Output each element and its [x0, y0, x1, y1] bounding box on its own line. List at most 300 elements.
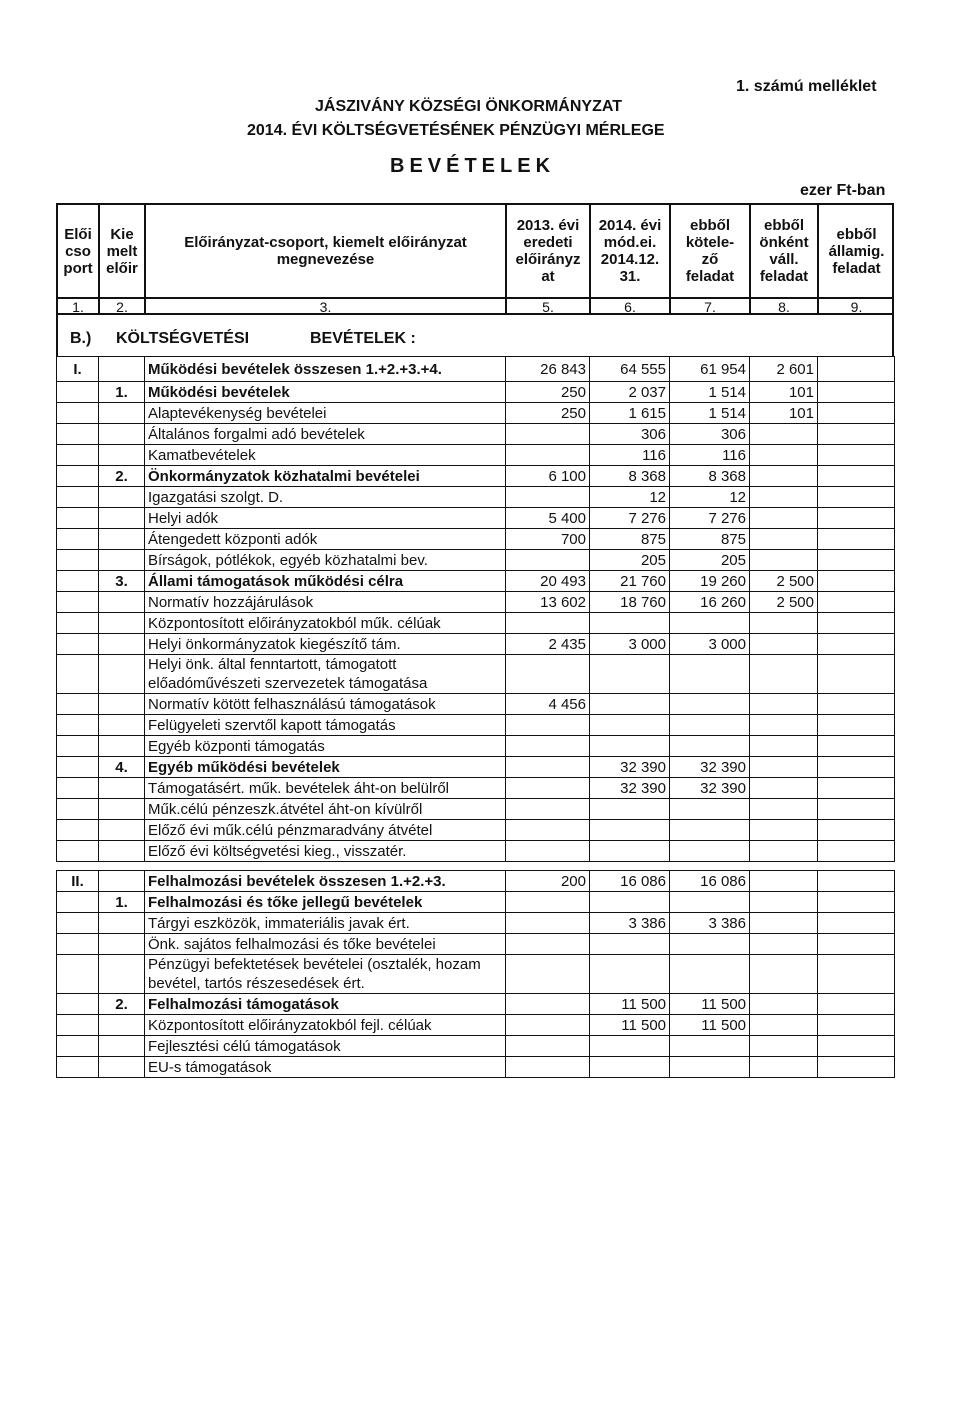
value-cell-v2013 [506, 1057, 590, 1078]
subgroup-number-cell: 4. [99, 757, 145, 778]
column-header-line: eredeti [523, 234, 573, 251]
column-header-line: ző [701, 251, 719, 268]
group-number-cell: II. [57, 871, 99, 892]
value-cell-all [818, 736, 895, 757]
value-cell-kot [670, 934, 750, 955]
value-cell-kot: 16 260 [670, 592, 750, 613]
value-cell-v2013 [506, 1015, 590, 1036]
value-cell-onk [750, 1057, 818, 1078]
column-header-8 [819, 205, 894, 297]
group-number-cell [57, 757, 99, 778]
table-row [57, 382, 895, 403]
document-title-line2: 2014. ÉVI KÖLTSÉGVETÉSÉNEK PÉNZÜGYI MÉRLEGE [247, 122, 665, 139]
group-number-cell [57, 634, 99, 655]
value-cell-all [818, 357, 895, 382]
spacer-cell [99, 862, 145, 871]
value-cell-v2013: 20 493 [506, 571, 590, 592]
subgroup-number-cell [99, 403, 145, 424]
value-cell-all [818, 508, 895, 529]
row-label-cell: Kamatbevételek [145, 445, 506, 466]
row-label-cell: Felhalmozási és tőke jellegű bevételek [145, 892, 506, 913]
value-cell-v2013 [506, 655, 590, 694]
value-cell-kot [670, 715, 750, 736]
value-cell-kot: 12 [670, 487, 750, 508]
value-cell-kot: 11 500 [670, 994, 750, 1015]
value-cell-kot [670, 841, 750, 862]
value-cell-all [818, 778, 895, 799]
subgroup-number-cell [99, 487, 145, 508]
row-label-cell: Támogatásért. műk. bevételek áht-on belülről [145, 778, 506, 799]
value-cell-v2013 [506, 736, 590, 757]
value-cell-v2013 [506, 445, 590, 466]
spacer-cell [145, 862, 506, 871]
table-row [57, 757, 895, 778]
document-title-line1: JÁSZIVÁNY KÖZSÉGI ÖNKORMÁNYZAT [315, 98, 622, 115]
group-number-cell [57, 424, 99, 445]
column-header-line: cso [65, 242, 91, 260]
column-header-line: at [541, 268, 555, 285]
value-cell-all [818, 550, 895, 571]
value-cell-all [818, 892, 895, 913]
column-header-line: 2014. évi [598, 217, 662, 234]
group-number-cell [57, 955, 99, 994]
subgroup-number-cell [99, 613, 145, 634]
column-header-3 [146, 205, 507, 297]
table-row [57, 934, 895, 955]
subgroup-number-cell [99, 1036, 145, 1057]
value-cell-v2013 [506, 778, 590, 799]
column-number-5: 6. [591, 297, 671, 315]
value-cell-onk [750, 913, 818, 934]
table-row [57, 736, 895, 757]
value-cell-v2014 [590, 694, 670, 715]
group-number-cell [57, 613, 99, 634]
column-header-line: 31. [619, 268, 641, 285]
value-cell-onk [750, 424, 818, 445]
value-cell-all [818, 424, 895, 445]
column-header-line: megnevezése [276, 251, 375, 268]
row-label-cell: Egyéb központi támogatás [145, 736, 506, 757]
subgroup-number-cell [99, 529, 145, 550]
value-cell-kot: 19 260 [670, 571, 750, 592]
row-label-cell: Működési bevételek összesen 1.+2.+3.+4. [145, 357, 506, 382]
value-cell-onk [750, 934, 818, 955]
value-cell-v2014: 32 390 [590, 757, 670, 778]
subgroup-number-cell [99, 799, 145, 820]
value-cell-v2014: 11 500 [590, 1015, 670, 1036]
column-number-3: 3. [146, 297, 507, 315]
value-cell-v2014 [590, 841, 670, 862]
value-cell-v2014: 32 390 [590, 778, 670, 799]
value-cell-kot: 11 500 [670, 1015, 750, 1036]
spacer-cell [670, 862, 750, 871]
value-cell-onk [750, 736, 818, 757]
value-cell-onk [750, 892, 818, 913]
revenue-table [56, 356, 895, 1078]
value-cell-onk [750, 1036, 818, 1057]
column-header-line: előirányz [515, 251, 581, 268]
spacer-cell [57, 862, 99, 871]
group-number-cell [57, 529, 99, 550]
group-number-cell [57, 820, 99, 841]
annex-label: 1. számú melléklet [736, 78, 877, 95]
value-cell-v2014: 8 368 [590, 466, 670, 487]
value-cell-v2013 [506, 1036, 590, 1057]
subgroup-number-cell [99, 508, 145, 529]
table-row [57, 994, 895, 1015]
value-cell-v2014: 64 555 [590, 357, 670, 382]
subgroup-number-cell [99, 655, 145, 694]
column-header-line: önként [759, 234, 809, 251]
group-number-cell [57, 403, 99, 424]
column-header-line: váll. [769, 251, 799, 268]
value-cell-kot: 32 390 [670, 778, 750, 799]
value-cell-onk [750, 613, 818, 634]
row-label-cell: Alaptevékenység bevételei [145, 403, 506, 424]
value-cell-all [818, 757, 895, 778]
row-label-cell: Normatív kötött felhasználású támogatások [145, 694, 506, 715]
section-b-heading [56, 315, 894, 356]
column-number-4: 5. [507, 297, 591, 315]
value-cell-v2014 [590, 955, 670, 994]
table-row [57, 841, 895, 862]
subgroup-number-cell [99, 955, 145, 994]
group-number-cell [57, 571, 99, 592]
column-header-line: ebből [763, 217, 804, 234]
column-number-6: 7. [671, 297, 751, 315]
unit-label: ezer Ft-ban [800, 182, 886, 199]
table-row [57, 778, 895, 799]
group-number-cell [57, 1057, 99, 1078]
value-cell-onk: 101 [750, 403, 818, 424]
value-cell-v2013: 13 602 [506, 592, 590, 613]
value-cell-kot: 32 390 [670, 757, 750, 778]
value-cell-v2014: 11 500 [590, 994, 670, 1015]
table-row [57, 571, 895, 592]
value-cell-all [818, 1015, 895, 1036]
value-cell-onk [750, 841, 818, 862]
table-row [57, 357, 895, 382]
column-number-7: 8. [751, 297, 819, 315]
value-cell-kot: 61 954 [670, 357, 750, 382]
value-cell-v2014 [590, 715, 670, 736]
column-header-line: államig. [828, 242, 885, 260]
value-cell-v2014 [590, 934, 670, 955]
value-cell-v2013: 250 [506, 382, 590, 403]
value-cell-v2013: 5 400 [506, 508, 590, 529]
value-cell-all [818, 466, 895, 487]
table-row [57, 862, 895, 871]
column-header-line: előir [106, 259, 138, 277]
value-cell-kot [670, 736, 750, 757]
value-cell-onk: 2 601 [750, 357, 818, 382]
group-number-cell [57, 934, 99, 955]
value-cell-v2014: 2 037 [590, 382, 670, 403]
value-cell-kot: 875 [670, 529, 750, 550]
value-cell-v2013 [506, 955, 590, 994]
subgroup-number-cell: 3. [99, 571, 145, 592]
value-cell-v2013 [506, 613, 590, 634]
value-cell-onk: 2 500 [750, 571, 818, 592]
row-label-cell: Felhalmozási bevételek összesen 1.+2.+3. [145, 871, 506, 892]
spacer-cell [506, 862, 590, 871]
row-label-cell: Előző évi műk.célú pénzmaradvány átvétel [145, 820, 506, 841]
value-cell-all [818, 382, 895, 403]
value-cell-v2013 [506, 820, 590, 841]
value-cell-all [818, 994, 895, 1015]
subgroup-number-cell [99, 1015, 145, 1036]
value-cell-v2013: 4 456 [506, 694, 590, 715]
subgroup-number-cell [99, 715, 145, 736]
value-cell-kot [670, 799, 750, 820]
value-cell-all [818, 592, 895, 613]
group-number-cell [57, 799, 99, 820]
column-header-line: port [63, 259, 93, 277]
row-label-cell: Felügyeleti szervtől kapott támogatás [145, 715, 506, 736]
value-cell-kot: 3 000 [670, 634, 750, 655]
row-label-cell: Helyi adók [145, 508, 506, 529]
subgroup-number-cell: 2. [99, 994, 145, 1015]
value-cell-onk [750, 715, 818, 736]
table-row [57, 403, 895, 424]
row-label-cell: Igazgatási szolgt. D. [145, 487, 506, 508]
table-row [57, 820, 895, 841]
value-cell-v2014 [590, 799, 670, 820]
subgroup-number-cell [99, 1057, 145, 1078]
subgroup-number-cell [99, 913, 145, 934]
value-cell-kot [670, 694, 750, 715]
value-cell-onk [750, 994, 818, 1015]
value-cell-v2014 [590, 736, 670, 757]
column-header-2 [100, 205, 146, 297]
value-cell-v2013 [506, 715, 590, 736]
value-cell-v2013 [506, 799, 590, 820]
value-cell-all [818, 871, 895, 892]
value-cell-v2013 [506, 913, 590, 934]
value-cell-v2014: 7 276 [590, 508, 670, 529]
value-cell-v2014: 12 [590, 487, 670, 508]
value-cell-onk [750, 529, 818, 550]
column-header-1 [58, 205, 100, 297]
column-number-8: 9. [819, 297, 894, 315]
table-row [57, 913, 895, 934]
subgroup-number-cell [99, 820, 145, 841]
value-cell-v2013 [506, 424, 590, 445]
table-row [57, 487, 895, 508]
value-cell-onk [750, 820, 818, 841]
group-number-cell [57, 1036, 99, 1057]
value-cell-onk [750, 550, 818, 571]
subgroup-number-cell [99, 694, 145, 715]
value-cell-all [818, 571, 895, 592]
value-cell-kot: 3 386 [670, 913, 750, 934]
row-label-cell: Önk. sajátos felhalmozási és tőke bevételei [145, 934, 506, 955]
value-cell-all [818, 841, 895, 862]
subgroup-number-cell: 1. [99, 892, 145, 913]
value-cell-v2014: 3 000 [590, 634, 670, 655]
row-label-cell: Működési bevételek [145, 382, 506, 403]
value-cell-v2014 [590, 820, 670, 841]
column-header-line: 2013. évi [516, 217, 580, 234]
subgroup-number-cell: 1. [99, 382, 145, 403]
row-label-cell: Helyi önkormányzatok kiegészítő tám. [145, 634, 506, 655]
value-cell-v2013 [506, 757, 590, 778]
subgroup-number-cell [99, 778, 145, 799]
section-b-title2: BEVÉTELEK : [310, 330, 416, 347]
value-cell-onk [750, 955, 818, 994]
value-cell-all [818, 1057, 895, 1078]
row-label-cell: EU-s támogatások [145, 1057, 506, 1078]
row-label-cell: Állami támogatások működési célra [145, 571, 506, 592]
column-number-2: 2. [100, 297, 146, 315]
value-cell-v2014: 21 760 [590, 571, 670, 592]
row-label-cell: Helyi önk. által fenntartott, támogatott előadóművészeti szervezetek támogatása [145, 655, 506, 694]
subgroup-number-cell [99, 357, 145, 382]
row-label-cell: Központosított előirányzatokból fejl. célúak [145, 1015, 506, 1036]
group-number-cell [57, 487, 99, 508]
column-header-line: Elői [64, 225, 92, 243]
column-header-line: Előirányzat-csoport, kiemelt előirányzat [184, 234, 467, 251]
value-cell-kot: 1 514 [670, 382, 750, 403]
column-header-5 [591, 205, 671, 297]
value-cell-all [818, 820, 895, 841]
value-cell-all [818, 955, 895, 994]
section-b-label: B.) [70, 330, 92, 347]
table-row [57, 1057, 895, 1078]
value-cell-all [818, 799, 895, 820]
row-label-cell: Általános forgalmi adó bevételek [145, 424, 506, 445]
value-cell-onk: 2 500 [750, 592, 818, 613]
value-cell-v2014: 306 [590, 424, 670, 445]
row-label-cell: Fejlesztési célú támogatások [145, 1036, 506, 1057]
row-label-cell: Tárgyi eszközök, immateriális javak ért. [145, 913, 506, 934]
value-cell-all [818, 715, 895, 736]
table-row [57, 892, 895, 913]
value-cell-v2014: 3 386 [590, 913, 670, 934]
value-cell-v2013: 6 100 [506, 466, 590, 487]
value-cell-v2014: 18 760 [590, 592, 670, 613]
value-cell-all [818, 445, 895, 466]
table-row [57, 634, 895, 655]
value-cell-all [818, 1036, 895, 1057]
table-row [57, 466, 895, 487]
value-cell-v2014: 1 615 [590, 403, 670, 424]
group-number-cell [57, 508, 99, 529]
group-number-cell [57, 778, 99, 799]
subgroup-number-cell [99, 634, 145, 655]
spacer-cell [750, 862, 818, 871]
group-number-cell [57, 913, 99, 934]
group-number-cell [57, 382, 99, 403]
subgroup-number-cell [99, 871, 145, 892]
row-label-cell: Önkormányzatok közhatalmi bevételei [145, 466, 506, 487]
table-row [57, 1015, 895, 1036]
value-cell-v2013 [506, 841, 590, 862]
row-label-cell: Normatív hozzájárulások [145, 592, 506, 613]
column-header-7 [751, 205, 819, 297]
value-cell-v2014 [590, 613, 670, 634]
value-cell-all [818, 529, 895, 550]
column-header-line: feladat [832, 259, 881, 277]
value-cell-onk [750, 778, 818, 799]
column-header-line: feladat [685, 268, 735, 285]
subgroup-number-cell: 2. [99, 466, 145, 487]
value-cell-v2013 [506, 487, 590, 508]
value-cell-kot [670, 955, 750, 994]
section-title: BEVÉTELEK [390, 155, 556, 177]
group-number-cell [57, 841, 99, 862]
table-row [57, 550, 895, 571]
subgroup-number-cell [99, 550, 145, 571]
column-header-line: ebből [689, 217, 730, 234]
value-cell-onk [750, 1015, 818, 1036]
column-header-line: melt [106, 242, 138, 260]
group-number-cell [57, 445, 99, 466]
value-cell-kot: 1 514 [670, 403, 750, 424]
value-cell-v2014 [590, 1057, 670, 1078]
value-cell-v2014: 16 086 [590, 871, 670, 892]
group-number-cell [57, 550, 99, 571]
value-cell-all [818, 487, 895, 508]
value-cell-v2014 [590, 892, 670, 913]
table-row [57, 424, 895, 445]
column-header-line: mód.ei. [603, 234, 657, 251]
row-label-cell: Központosított előirányzatokból műk. célúak [145, 613, 506, 634]
value-cell-kot: 8 368 [670, 466, 750, 487]
table-row [57, 655, 895, 694]
group-number-cell [57, 655, 99, 694]
value-cell-onk [750, 466, 818, 487]
subgroup-number-cell [99, 424, 145, 445]
table-row [57, 592, 895, 613]
value-cell-onk [750, 757, 818, 778]
column-header [56, 203, 894, 315]
value-cell-all [818, 934, 895, 955]
column-header-line: kötele- [685, 234, 735, 251]
table-row [57, 871, 895, 892]
value-cell-all [818, 913, 895, 934]
value-cell-onk: 101 [750, 382, 818, 403]
value-cell-onk [750, 634, 818, 655]
group-number-cell: I. [57, 357, 99, 382]
subgroup-number-cell [99, 841, 145, 862]
table-row [57, 613, 895, 634]
table-row [57, 715, 895, 736]
column-header-4 [507, 205, 591, 297]
value-cell-kot [670, 1036, 750, 1057]
value-cell-onk [750, 655, 818, 694]
value-cell-all [818, 634, 895, 655]
value-cell-kot [670, 655, 750, 694]
group-number-cell [57, 994, 99, 1015]
table-row [57, 955, 895, 994]
value-cell-kot [670, 820, 750, 841]
row-label-cell: Műk.célú pénzeszk.átvétel áht-on kívülről [145, 799, 506, 820]
table-row [57, 529, 895, 550]
subgroup-number-cell [99, 736, 145, 757]
group-number-cell [57, 715, 99, 736]
value-cell-v2013: 2 435 [506, 634, 590, 655]
column-header-6 [671, 205, 751, 297]
value-cell-onk [750, 694, 818, 715]
value-cell-onk [750, 487, 818, 508]
value-cell-v2013 [506, 550, 590, 571]
value-cell-v2013 [506, 934, 590, 955]
value-cell-kot: 205 [670, 550, 750, 571]
column-header-line: feladat [759, 268, 809, 285]
value-cell-v2013: 26 843 [506, 357, 590, 382]
group-number-cell [57, 892, 99, 913]
